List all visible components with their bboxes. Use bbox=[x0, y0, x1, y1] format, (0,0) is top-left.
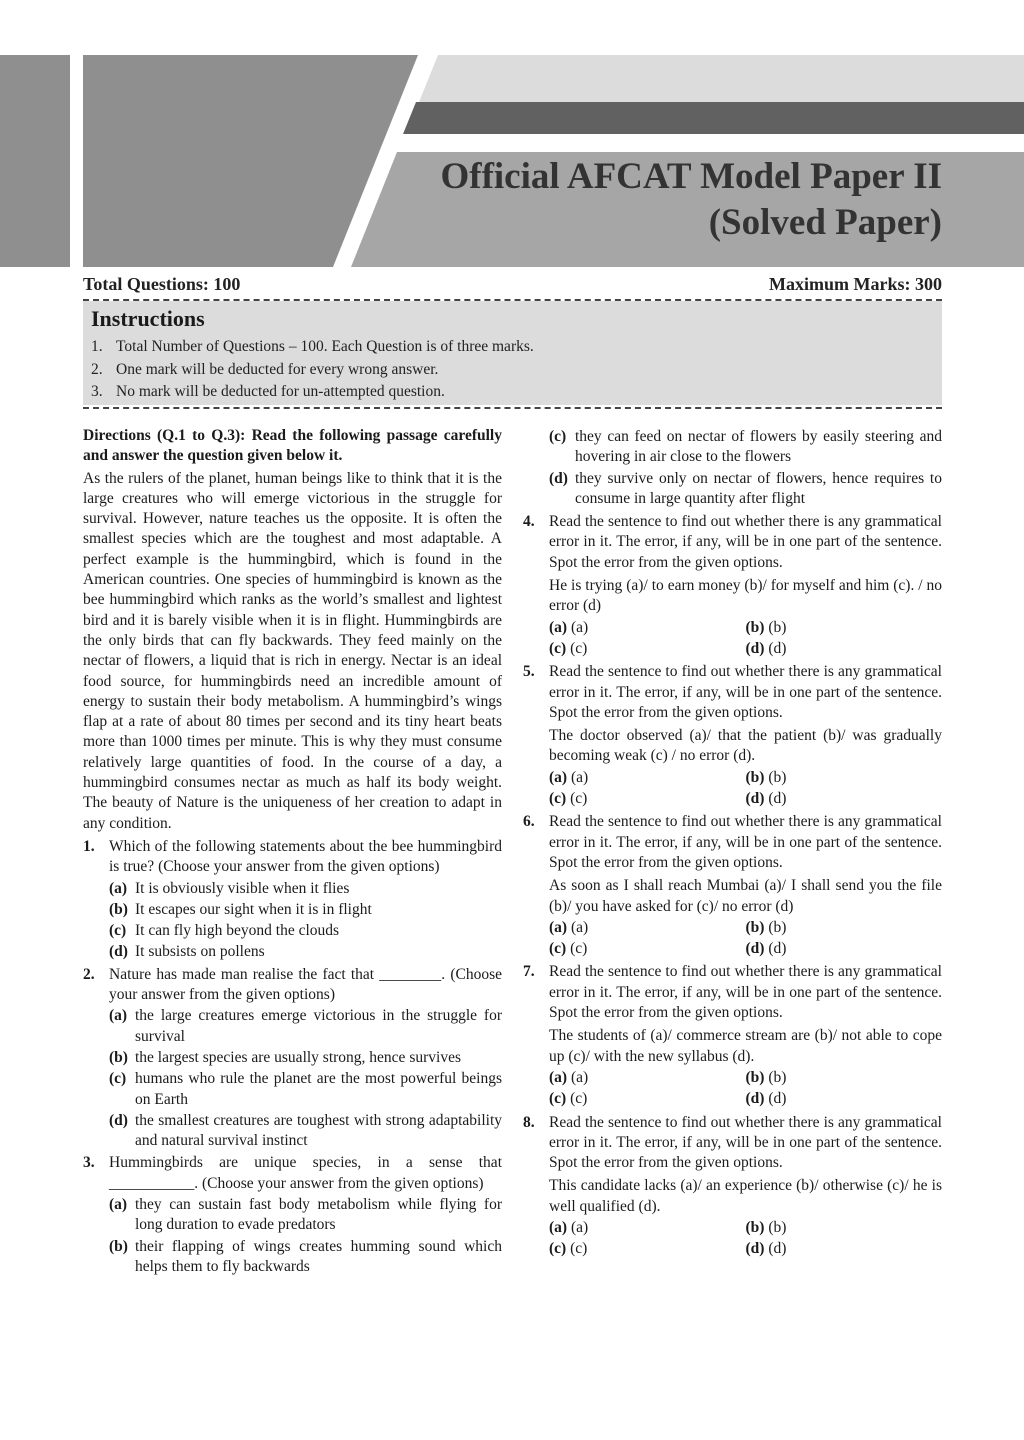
total-questions: Total Questions: 100 bbox=[83, 274, 241, 294]
option-d: (d) (d) bbox=[745, 790, 787, 808]
right-column bbox=[523, 426, 942, 1260]
option-b: (b) (b) bbox=[745, 1218, 787, 1236]
question-text: Read the sentence to find out whether there is any grammatical error in it. The error, if any, will be in one part of the sentence. Spot the error from the given options. bbox=[549, 1113, 942, 1172]
options-row bbox=[549, 1089, 942, 1109]
options-row bbox=[549, 918, 942, 938]
options-row bbox=[549, 1068, 942, 1088]
options-row bbox=[549, 618, 942, 638]
option-d: (d) (d) bbox=[745, 940, 787, 958]
question-text: Hummingbirds are unique species, in a sense that ___________. (Choose your answer from the given options) bbox=[109, 1154, 502, 1192]
paper-meta bbox=[83, 274, 942, 298]
question-number: 4. bbox=[523, 513, 535, 531]
instructions-heading: Instructions bbox=[91, 306, 205, 331]
option-d: (d) (d) bbox=[745, 1090, 787, 1108]
option-c: (c) It can fly high beyond the clouds bbox=[109, 922, 340, 940]
option-b: (b) (b) bbox=[745, 768, 787, 786]
question-number: 8. bbox=[523, 1113, 535, 1131]
option-c: (c) (c) bbox=[549, 1090, 588, 1108]
question-sentence: The doctor observed (a)/ that the patient (b)/ was gradually becoming weak (c) / no error (d). bbox=[549, 727, 942, 765]
option-b: (b) the largest species are usually strong, hence survives bbox=[109, 1048, 461, 1066]
instruction-item: 1. Total Number of Questions – 100. Each Question is of three marks. bbox=[91, 338, 534, 355]
option-b: (b) (b) bbox=[745, 618, 787, 636]
question-number: 3. bbox=[83, 1154, 95, 1172]
maximum-marks: Maximum Marks: 300 bbox=[769, 274, 942, 294]
question-text: Read the sentence to find out whether there is any grammatical error in it. The error, if any, will be in one part of the sentence. Spot the error from the given options. bbox=[549, 813, 942, 871]
question-3 bbox=[83, 1153, 502, 1194]
option-b: (b) their flapping of wings creates humming sound which helps them to fly backwards bbox=[109, 1237, 502, 1275]
page-title: Official AFCAT Model Paper II bbox=[440, 156, 942, 197]
banner-dark-stripe bbox=[403, 102, 1024, 134]
instructions-list bbox=[91, 336, 534, 404]
question-sentence: He is trying (a)/ to earn money (b)/ for myself and him (c). / no error (d) bbox=[549, 577, 942, 615]
question-text: Which of the following statements about the bee hummingbird is true? (Choose your answer from the given options) bbox=[109, 837, 502, 876]
option-d: (d) the smallest creatures are toughest with strong adaptability and natural survival instinct bbox=[109, 1111, 502, 1150]
option-a: (a) they can sustain fast body metabolism while flying for long duration to evade predators bbox=[109, 1195, 502, 1234]
directions: Directions (Q.1 to Q.3): Read the following passage carefully and answer the question given below it. bbox=[83, 427, 502, 465]
question-3-options bbox=[83, 1195, 502, 1277]
question-text: Read the sentence to find out whether there is any grammatical error in it. The error, if any, will be in one part of the sentence. Spot the error from the given options. bbox=[549, 663, 942, 721]
option-d: (d) It subsists on pollens bbox=[109, 943, 265, 961]
option-b: (b) (b) bbox=[745, 1068, 787, 1086]
question-number: 2. bbox=[83, 965, 95, 983]
passage: As the rulers of the planet, human beings like to think that it is the large creatures who will emerge victorious in the struggle for survival. However, nature teaches us the opposite. It is often the smallest species which are the toughest and most adaptable. A perfect example is the hummingbird, which is found in the American countries. One species of hummingbird is known as the bee hummingbird which ranks as the world’s smallest and lightest bird and it is barely visible when it is in flight. Hummingbirds are the only birds that can fly backwards. They feed mainly on the nectar of flowers, a liquid that is rich in energy. Nectar is an ideal food source, for hummingbirds need an incredible amount of energy to sustain their body metabolism. A hummingbird’s wings flap at a rate of about 80 times per second and its tiny heart beats more than 1000 times per minute. This is why they must consume relatively large quantities of food. In the course of a day, a hummingbird consumes nectar as much as half its body weight. The beauty of Nature is the uniqueness of her creation to adapt in any condition. bbox=[83, 469, 502, 832]
instruction-item: 3. No mark will be deducted for un-attempted question. bbox=[91, 383, 445, 400]
option-d: (d) (d) bbox=[745, 639, 787, 657]
option-a: (a) (a) bbox=[549, 1218, 589, 1236]
left-column bbox=[83, 426, 502, 1277]
question-2-options bbox=[83, 1006, 502, 1151]
question-4 bbox=[523, 512, 942, 659]
question-1 bbox=[83, 837, 502, 878]
question-text: Read the sentence to find out whether there is any grammatical error in it. The error, if any, will be in one part of the sentence. Spot the error from the given options. bbox=[549, 963, 942, 1022]
divider-bottom bbox=[83, 407, 942, 409]
option-a: (a) (a) bbox=[549, 918, 589, 936]
option-c: (c) humans who rule the planet are the most powerful beings on Earth bbox=[109, 1070, 502, 1108]
option-c: (c) (c) bbox=[549, 940, 588, 958]
question-number: 1. bbox=[83, 837, 95, 855]
options-row bbox=[549, 939, 942, 959]
question-number: 6. bbox=[523, 813, 535, 831]
option-b: (b) It escapes our sight when it is in flight bbox=[109, 900, 372, 918]
question-1-options bbox=[83, 879, 502, 963]
question-3-options-cont bbox=[523, 427, 942, 509]
banner-left-block bbox=[0, 55, 70, 267]
question-6 bbox=[523, 812, 942, 959]
options-row bbox=[549, 789, 942, 809]
banner-light-band bbox=[419, 55, 1024, 102]
options-row bbox=[549, 1218, 942, 1238]
options-row bbox=[549, 639, 942, 659]
option-c: (c) (c) bbox=[549, 1240, 588, 1258]
instruction-item: 2. One mark will be deducted for every wrong answer. bbox=[91, 360, 439, 378]
question-sentence: As soon as I shall reach Mumbai (a)/ I shall send you the file (b)/ you have asked for (c)/ no error (d) bbox=[549, 877, 942, 915]
question-sentence: This candidate lacks (a)/ an experience (b)/ otherwise (c)/ he is well qualified (d). bbox=[549, 1177, 942, 1215]
instructions-box bbox=[83, 301, 942, 405]
option-a: (a) the large creatures emerge victorious in the struggle for survival bbox=[109, 1007, 502, 1045]
question-7 bbox=[523, 962, 942, 1109]
option-c: (c) they can feed on nectar of flowers by easily steering and hovering in air close to the flowers bbox=[549, 428, 942, 466]
option-d: (d) (d) bbox=[745, 1240, 787, 1258]
question-8 bbox=[523, 1113, 942, 1260]
question-text: Nature has made man realise the fact that ________. (Choose your answer from the given options) bbox=[109, 965, 502, 1004]
options-row bbox=[549, 1239, 942, 1259]
page-subtitle: (Solved Paper) bbox=[708, 202, 942, 243]
option-a: (a) (a) bbox=[549, 618, 589, 636]
option-a: (a) It is obviously visible when it flies bbox=[109, 879, 350, 897]
option-c: (c) (c) bbox=[549, 639, 588, 657]
option-a: (a) (a) bbox=[549, 768, 589, 786]
option-b: (b) (b) bbox=[745, 918, 787, 936]
question-text: Read the sentence to find out whether there is any grammatical error in it. The error, if any, will be in one part of the sentence. Spot the error from the given options. bbox=[549, 513, 942, 571]
question-2 bbox=[83, 965, 502, 1006]
options-row bbox=[549, 768, 942, 788]
option-d: (d) they survive only on nectar of flowers, hence requires to consume in large quantity after flight bbox=[549, 469, 942, 507]
question-number: 7. bbox=[523, 963, 535, 981]
question-number: 5. bbox=[523, 663, 535, 681]
option-a: (a) (a) bbox=[549, 1068, 589, 1086]
question-5 bbox=[523, 662, 942, 809]
question-sentence: The students of (a)/ commerce stream are (b)/ not able to cope up (c)/ with the new syllabus (d). bbox=[549, 1027, 942, 1065]
option-c: (c) (c) bbox=[549, 790, 588, 808]
